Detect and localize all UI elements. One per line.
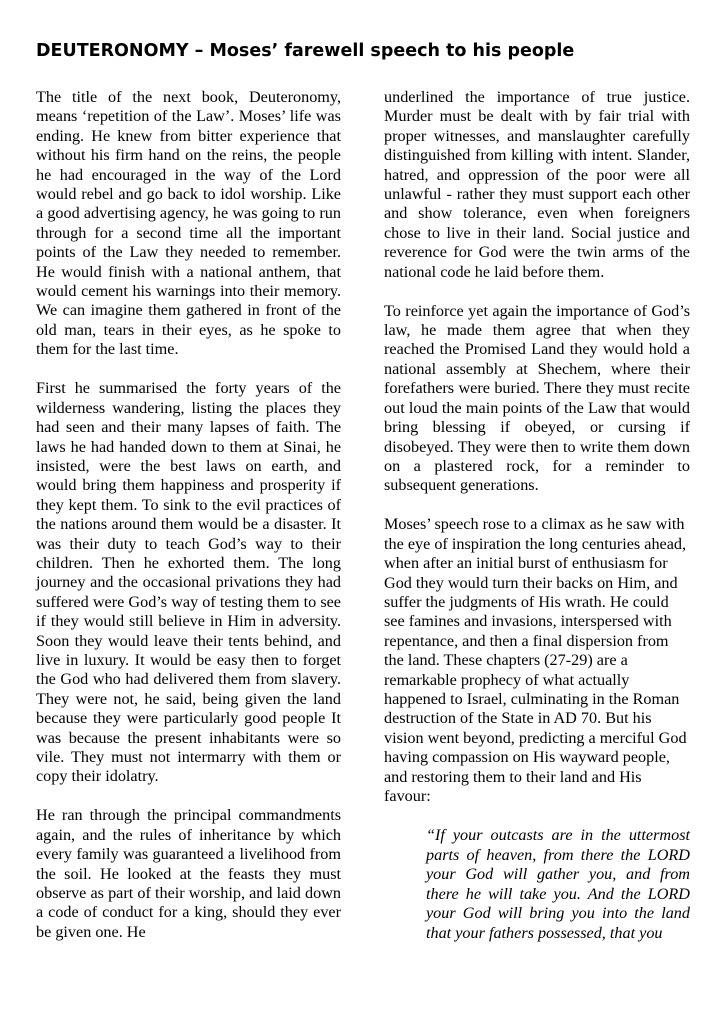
paragraph: The title of the next book, Deuteronomy, means ‘repetition of the Law’. Moses’ life was ending. He knew from bitter experience that without his firm hand on the reins, the people he had encouraged in the way of the Lord would rebel and go back to idol worship. Like a good advertising agency, he was going to run through for a second time all the important points of the Law they needed to remember. He would finish with a national anthem, that would cement his warnings into their memory. We can imagine them gathered in front of the old man, tears in their eyes, as he spoke to them for the last time. [36,88,341,359]
right-column [384,88,690,944]
paragraph: To reinforce yet again the importance of God’s law, he made them agree that when they reached the Promised Land they would hold a national assembly at Shechem, where their forefathers were buried. There they must recite out loud the main points of the Law that would bring blessing if obeyed, or cursing if disobeyed. They were then to write them down on a plastered rock, for a reminder to subsequent generations. [384,301,690,495]
page-title: DEUTERONOMY – Moses’ farewell speech to his people [36,41,575,61]
paragraph: underlined the importance of true justice. Murder must be dealt with by fair trial with proper witnesses, and manslaughter carefully distinguished from killing with intent. Slander, hatred, and oppression of the poor were all unlawful - rather they must support each other and show tolerance, even when foreigners chose to live in their land. Social justice and reverence for God were the twin arms of the national code he laid before them. [384,88,690,281]
paragraph: Moses’ speech rose to a climax as he saw with the eye of inspiration the long centuries ahead, when after an initial burst of enthusiasm for God they would turn their backs on Him, and suffer the judgments of His wrath. He could see famines and invasions, interspersed with repentance, and then a final dispersion from the land. These chapters (27-29) are a remarkable prophecy of what actually happened to Israel, culminating in the Roman destruction of the State in AD 70. But his vision went beyond, predicting a merciful God having compassion on His wayward people, and restoring them to their land and His favour: [384,515,687,805]
left-column [36,88,341,962]
scripture-quote: “If your outcasts are in the uttermost parts of heaven, from there the LORD your God will gather you, and from there he will take you. And the LORD your God will bring you into the land that your fathers possessed, that you [426,826,690,942]
paragraph: First he summarised the forty years of the wilderness wandering, listing the places they had seen and their many lapses of faith. The laws he had handed down to them at Sinai, he insisted, were the best laws on earth, and would bring them happiness and prosperity if they kept them. To sink to the evil practices of the nations around them would be a disaster. It was their duty to teach God’s way to their children. Then he exhorted them. The long journey and the occasional privations they had suffered were God’s way of testing them to see if they would still believe in Him in adversity. Soon they would leave their tents behind, and live in luxury. It would be easy then to forget the God who had delivered them from slavery. They were not, he said, being given the land because they were particularly good people It was because the present inhabitants were so vile. They must not intermarry with them or copy their idolatry. [36,379,341,786]
paragraph: He ran through the principal commandments again, and the rules of inheritance by which every family was guaranteed a livelihood from the soil. He looked at the feasts they must observe as part of their worship, and laid down a code of conduct for a king, should they ever be given one. He [36,806,341,941]
